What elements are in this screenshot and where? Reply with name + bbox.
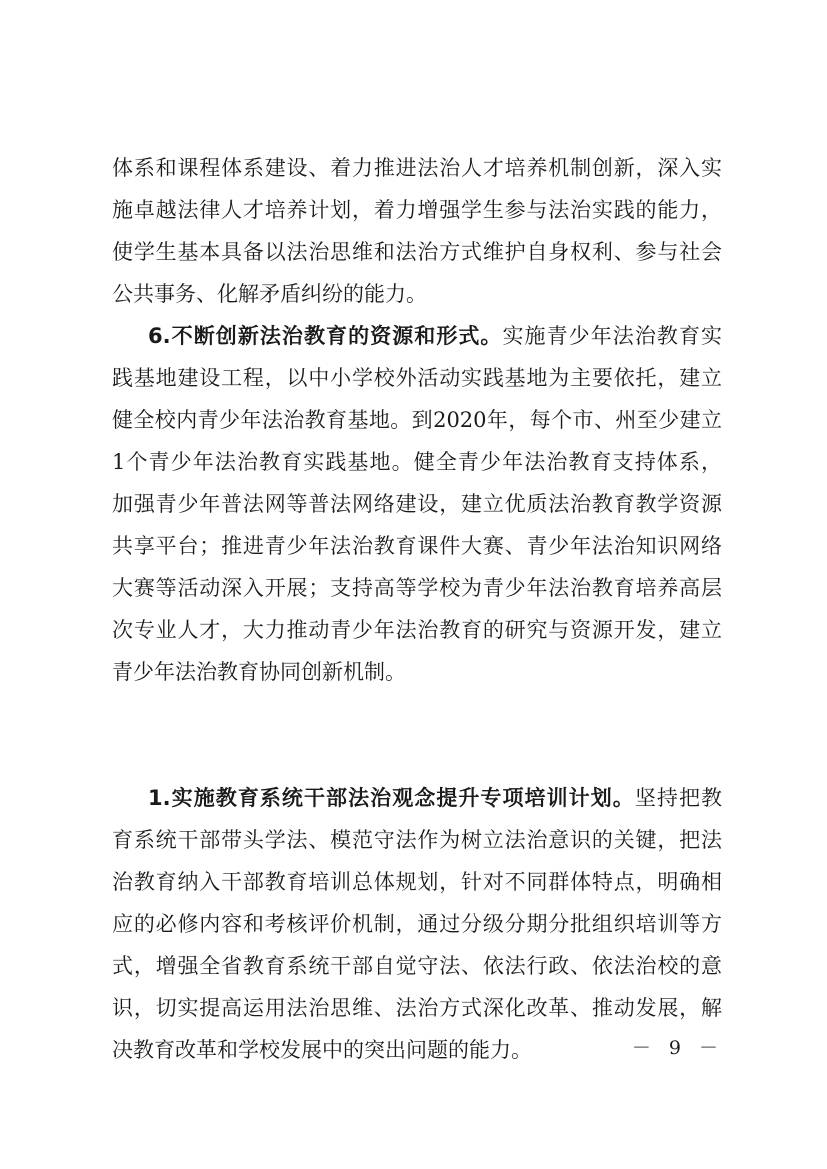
item-text: 实施青少年法治教育实: [502, 324, 722, 348]
text-line: [112, 315, 722, 357]
paragraph-item-1: [112, 777, 722, 1071]
text-line: 使学生基本具备以法治思维和法治方式维护自身权利、参与社会: [112, 240, 722, 264]
text-line: 加强青少年普法网等普法网络建设，建立优质法治教育教学资源: [112, 492, 722, 516]
text-line: [112, 777, 722, 819]
item-title: 1.实施教育系统干部法治观念提升专项培训计划。: [148, 786, 635, 810]
page-number: － 9 －: [631, 1037, 724, 1059]
paragraph-continuation: [112, 147, 722, 315]
text-line: 应的必修内容和考核评价机制，通过分级分期分批组织培训等方: [112, 912, 722, 936]
item-title: 6.不断创新法治教育的资源和形式。: [148, 324, 503, 348]
heading-line: [112, 735, 722, 777]
text-line: 1个青少年法治教育实践基地。健全青少年法治教育支持体系，: [112, 450, 722, 474]
text-line: 识，切实提高运用法治思维、法治方式深化改革、推动发展，解: [112, 996, 722, 1020]
heading-line: [112, 693, 722, 735]
text-line: 式，增强全省教育系统干部自觉守法、依法行政、依法治校的意: [112, 954, 722, 978]
section-heading: [112, 693, 722, 777]
text-line: 育系统干部带头学法、模范守法作为树立法治意识的关键，把法: [112, 828, 722, 852]
text-line: 青少年法治教育协同创新机制。: [112, 660, 406, 684]
text-line: 施卓越法律人才培养计划，着力增强学生参与法治实践的能力，: [112, 198, 722, 222]
text-line: 公共事务、化解矛盾纠纷的能力。: [112, 282, 427, 306]
paragraph-item-6: [112, 315, 722, 693]
item-text: 坚持把教: [634, 786, 722, 810]
text-line: 决教育改革和学校发展中的突出问题的能力。: [112, 1038, 532, 1062]
text-line: 践基地建设工程，以中小学校外活动实践基地为主要依托，建立: [112, 366, 722, 390]
text-line: 共享平台；推进青少年法治教育课件大赛、青少年法治知识网络: [112, 534, 722, 558]
text-line: 大赛等活动深入开展；支持高等学校为青少年法治教育培养高层: [112, 576, 722, 600]
text-line: 体系和课程体系建设、着力推进法治人才培养机制创新，深入实: [112, 156, 722, 180]
text-line: 治教育纳入干部教育培训总体规划，针对不同群体特点，明确相: [112, 870, 722, 894]
text-line: 健全校内青少年法治教育基地。到2020年，每个市、州至少建立: [112, 408, 722, 432]
text-line: 次专业人才，大力推动青少年法治教育的研究与资源开发，建立: [112, 618, 722, 642]
